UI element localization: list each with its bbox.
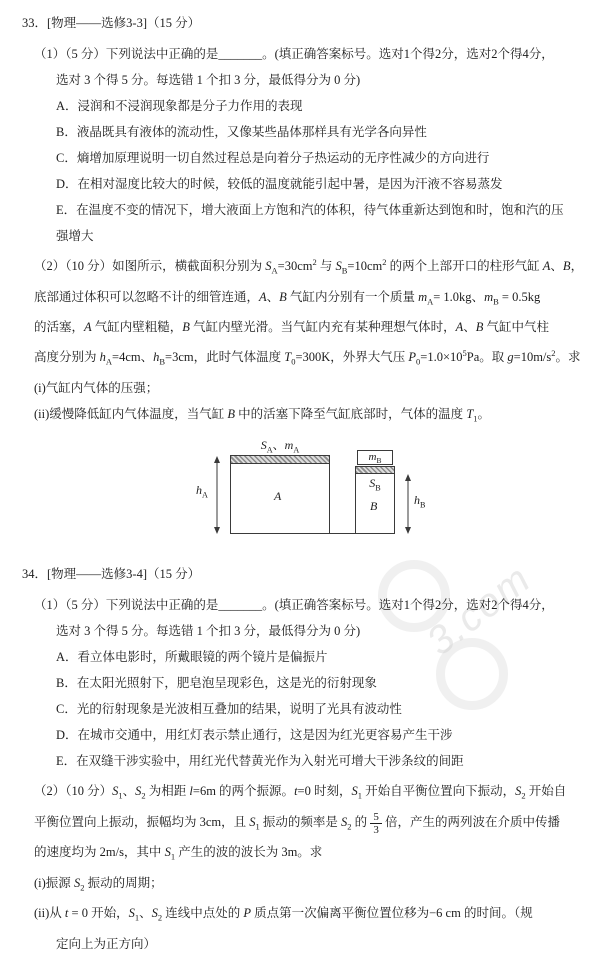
figure-label-sb: $S_B$ [369,476,381,493]
q33-figure-cylinders [196,438,480,551]
piston-b [355,466,395,474]
q33-part1-intro-line1: （1）（5 分）下列说法中正确的是_______。(填正确答案标号。选对1个得2分，选对2个得4分， [34,47,554,61]
q33-option-c: C．熵增加原理说明一切自然过程总是向着分子热运动的无序性减少的方向进行 [56,151,490,165]
fraction-numerator: 5 [370,811,382,824]
q34-part2-line2 [34,809,615,840]
cylinder-a-right-wall [329,455,330,534]
cylinder-base-line [230,533,395,534]
q33-part1-intro-line2: 选对 3 个得 5 分。每选错 1 个扣 3 分，最低得分为 0 分) [56,73,361,87]
figure-label-a [274,489,281,504]
q33-option-e-line1: E．在温度不变的情况下，增大液面上方饱和汽的体积，待气体重新达到饱和时，饱和汽的压 [56,203,564,217]
q33-option-a: A．浸润和不浸润现象都是分子力作用的表现 [56,99,303,113]
q33-part2-line3: 的活塞，A 气缸内壁粗糙，B 气缸内壁光滑。当气缸内充有某种理想气体时，A、B 气缸中气柱 [34,320,550,335]
q33-option-d: D．在相对湿度比较大的时候，较低的温度就能引起中暑，是因为汗液不容易蒸发 [56,177,503,191]
cylinder-a-left-wall [230,455,231,534]
q34-part2-line1: （2）（10 分）$S_1$、$S_2$ 为相距 l=6m 的两个振源。t=0 时刻，$S_1$ 开始自平衡位置向下振动，$S_2$ 开始自 [34,784,567,801]
q33-heading: 33．[物理——选修3-3]（15 分） [22,16,201,30]
q34-option-d: D．在城市交通中，用红灯表示禁止通行，这是因为红光更容易产生干涉 [56,728,453,743]
cylinder-b-letter: B [370,499,378,514]
q33-part2-line2: 底部通过体积可以忽略不计的细管连通，A、B 气缸内分别有一个质量 $m_A= 1.0kg$、$m_B = 0.5kg$ [34,289,541,307]
q33-part2-line4: 高度分别为 $h_A=4cm$、$h_B=3cm$，此时气体温度 $T_0=300K$，外界大气压 $P_0=1.0\times 10^5Pa$。取 $g=10m/s^2$。求 [34,348,581,367]
q33-option-b: B．液晶既具有液体的流动性，又像某些晶体那样具有光学各向异性 [56,125,427,139]
piston-a [230,455,330,464]
cylinder-a-letter: A [274,489,282,504]
q34-option-a: A．看立体电影时，所戴眼镜的两个镜片是偏振片 [56,650,328,665]
fraction-denominator: 3 [373,823,379,836]
q34-part2-line3: 的速度均为 2m/s，其中 $S_1$ 产生的波的波长为 3m。求 [34,845,323,862]
q33-part2-line1: （2）（10 分）如图所示，横截面积分别为 $S_A=30cm^2$ 与 $S_B=10cm^2$ 的两个上部开口的柱形气缸 A、B， [34,257,584,276]
ha-dimension-arrow [212,456,222,534]
q34-part2-item-i: (i)振源 $S_2$ 振动的周期； [34,875,163,893]
figure-label-sa-ma: $S_A$、$m_A$ [260,438,300,455]
q33-option-e-line2: 强增大 [56,229,94,243]
q34-part1-intro-line1: （1）（5 分）下列说法中正确的是_______。(填正确答案标号。选对1个得2分，选对2个得4分， [34,598,554,613]
q34-part1-intro-line2: 选对 3 个得 5 分。每选错 1 个扣 3 分，最低得分为 0 分) [56,624,361,639]
q34-heading: 34．[物理——选修3-4]（15 分） [22,567,201,582]
fraction-five-thirds [370,811,382,836]
q34-part2-line2-before-fraction: 平衡位置向上振动，振幅均为 3cm，且 $S_1$ 振动的频率是 $S_2$ 的 [34,814,371,832]
figure-label-hb: $h_B$ [414,493,426,510]
piston-b-weight-box: $m_B$ [357,450,393,465]
watermark-text: 3.com [418,556,540,665]
figure-label-b [370,499,377,514]
figure-label-ha: $h_A$ [196,483,208,500]
q33-part2-item-ii: (ii)缓慢降低缸内气体温度，当气缸 B 中的活塞下降至气缸底部时，气体的温度 $T_1$。 [34,406,491,424]
q34-part2-item-ii-line1: (ii)从 t = 0 开始，$S_1$、$S_2$ 连线中点处的 P 质点第一次偏离平衡位置位移为−6 cm 的时间。（规 [34,906,533,923]
q34-option-b: B．在太阳光照射下，肥皂泡呈现彩色，这是光的衍射现象 [56,676,377,691]
q34-part2-line2-after-fraction: 倍，产生的两列波在介质中传播 [381,814,560,829]
q34-part2-item-ii-line2: 定向上为正方向） [56,936,157,951]
hb-dimension-arrow [403,474,413,534]
q34-option-e: E．在双缝干涉实验中，用红光代替黄光作为入射光可增大干涉条纹的间距 [56,754,464,769]
q34-option-c: C．光的衍射现象是光波相互叠加的结果，说明了光具有波动性 [56,702,402,717]
q33-part2-item-i: (i)气缸内气体的压强； [34,380,159,395]
